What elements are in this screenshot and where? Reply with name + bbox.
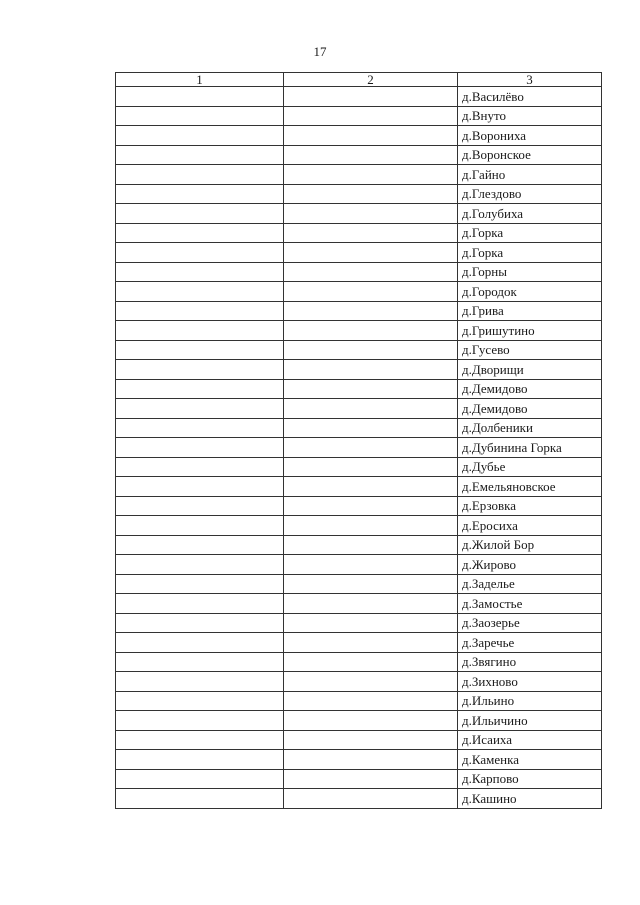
table-cell-col-2 [284, 438, 458, 458]
table-cell-col-1 [116, 418, 284, 438]
table-row [116, 730, 602, 750]
table-cell-col-1 [116, 301, 284, 321]
table-row [116, 145, 602, 165]
table-cell-col-3: д.Емельяновское [458, 477, 602, 497]
table-row [116, 652, 602, 672]
table-row [116, 184, 602, 204]
table-cell-col-1 [116, 730, 284, 750]
table-cell-col-3: д.Ворониха [458, 126, 602, 146]
table-cell-col-2 [284, 282, 458, 302]
table-cell-col-3: д.Заречье [458, 633, 602, 653]
table-cell-col-2 [284, 87, 458, 107]
table-cell-col-1 [116, 87, 284, 107]
table-cell-col-3: д.Дубинина Горка [458, 438, 602, 458]
table-cell-col-1 [116, 594, 284, 614]
table-cell-col-2 [284, 106, 458, 126]
table-header-row [116, 73, 602, 87]
table-cell-col-3: д.Кашино [458, 789, 602, 809]
column-header-3: 3 [458, 73, 602, 87]
table-cell-col-1 [116, 184, 284, 204]
table-cell-col-3: д.Горны [458, 262, 602, 282]
table-cell-col-1 [116, 438, 284, 458]
table-cell-col-3: д.Замостье [458, 594, 602, 614]
table-row [116, 594, 602, 614]
table-cell-col-1 [116, 555, 284, 575]
table-cell-col-3: д.Ерзовка [458, 496, 602, 516]
table-cell-col-3: д.Демидово [458, 379, 602, 399]
table-cell-col-3: д.Гусево [458, 340, 602, 360]
table-cell-col-2 [284, 360, 458, 380]
table-cell-col-3: д.Горка [458, 243, 602, 263]
table-cell-col-1 [116, 262, 284, 282]
table-row [116, 438, 602, 458]
table-row [116, 204, 602, 224]
table-cell-col-3: д.Городок [458, 282, 602, 302]
table-row [116, 496, 602, 516]
table-cell-col-3: д.Жирово [458, 555, 602, 575]
table-row [116, 340, 602, 360]
table-cell-col-1 [116, 691, 284, 711]
table-cell-col-3: д.Гришутино [458, 321, 602, 341]
table-cell-col-1 [116, 282, 284, 302]
table-cell-col-2 [284, 730, 458, 750]
table-cell-col-2 [284, 574, 458, 594]
table-cell-col-1 [116, 789, 284, 809]
table-cell-col-1 [116, 243, 284, 263]
table-cell-col-3: д.Звягино [458, 652, 602, 672]
column-header-1: 1 [116, 73, 284, 87]
table-cell-col-2 [284, 321, 458, 341]
table-cell-col-2 [284, 223, 458, 243]
table-row [116, 516, 602, 536]
table-row [116, 126, 602, 146]
table-cell-col-3: д.Заозерье [458, 613, 602, 633]
table-cell-col-3: д.Гайно [458, 165, 602, 185]
table-cell-col-2 [284, 145, 458, 165]
table-cell-col-3: д.Исаиха [458, 730, 602, 750]
table-cell-col-2 [284, 691, 458, 711]
table-row [116, 379, 602, 399]
table-cell-col-1 [116, 535, 284, 555]
table-cell-col-3: д.Каменка [458, 750, 602, 770]
table-cell-col-2 [284, 613, 458, 633]
table-row [116, 106, 602, 126]
table-cell-col-2 [284, 340, 458, 360]
table-cell-col-2 [284, 379, 458, 399]
table-row [116, 262, 602, 282]
table-cell-col-2 [284, 496, 458, 516]
table-cell-col-2 [284, 243, 458, 263]
table-row [116, 477, 602, 497]
table-cell-col-1 [116, 711, 284, 731]
table-cell-col-3: д.Еросиха [458, 516, 602, 536]
table-cell-col-3: д.Долбеники [458, 418, 602, 438]
page-number: 17 [313, 44, 327, 59]
table-cell-col-2 [284, 165, 458, 185]
table-row [116, 574, 602, 594]
table-row [116, 418, 602, 438]
table-row [116, 633, 602, 653]
table-cell-col-1 [116, 574, 284, 594]
table-cell-col-3: д.Внуто [458, 106, 602, 126]
table-cell-col-3: д.Дворищи [458, 360, 602, 380]
table-row [116, 301, 602, 321]
table-cell-col-1 [116, 457, 284, 477]
table-cell-col-1 [116, 204, 284, 224]
table-cell-col-3: д.Глездово [458, 184, 602, 204]
table-cell-col-2 [284, 711, 458, 731]
table-cell-col-1 [116, 360, 284, 380]
table-row [116, 750, 602, 770]
table-row [116, 691, 602, 711]
table-cell-col-3: д.Карпово [458, 769, 602, 789]
table-cell-col-3: д.Грива [458, 301, 602, 321]
table-cell-col-2 [284, 301, 458, 321]
table-cell-col-1 [116, 321, 284, 341]
table-cell-col-3: д.Голубиха [458, 204, 602, 224]
table-cell-col-2 [284, 594, 458, 614]
table-cell-col-2 [284, 535, 458, 555]
table-body [116, 87, 602, 809]
table-cell-col-2 [284, 750, 458, 770]
table-cell-col-1 [116, 340, 284, 360]
table-row [116, 165, 602, 185]
table-cell-col-3: д.Ильино [458, 691, 602, 711]
table-cell-col-3: д.Жилой Бор [458, 535, 602, 555]
table-row [116, 769, 602, 789]
table-cell-col-1 [116, 652, 284, 672]
table-cell-col-1 [116, 165, 284, 185]
table-cell-col-2 [284, 399, 458, 419]
table-cell-col-2 [284, 126, 458, 146]
table-cell-col-2 [284, 789, 458, 809]
table-cell-col-1 [116, 477, 284, 497]
table-row [116, 87, 602, 107]
table-row [116, 321, 602, 341]
table-row [116, 282, 602, 302]
table-cell-col-1 [116, 126, 284, 146]
table-cell-col-1 [116, 399, 284, 419]
table-cell-col-3: д.Горка [458, 223, 602, 243]
table-cell-col-3: д.Заделье [458, 574, 602, 594]
table-row [116, 457, 602, 477]
table-cell-col-3: д.Дубье [458, 457, 602, 477]
table-row [116, 555, 602, 575]
table-cell-col-3: д.Зихново [458, 672, 602, 692]
table-cell-col-2 [284, 184, 458, 204]
table-cell-col-2 [284, 516, 458, 536]
table-cell-col-1 [116, 672, 284, 692]
table-cell-col-2 [284, 262, 458, 282]
table-cell-col-1 [116, 379, 284, 399]
column-header-2: 2 [284, 73, 458, 87]
table-cell-col-3: д.Воронское [458, 145, 602, 165]
table-cell-col-1 [116, 106, 284, 126]
table-row [116, 613, 602, 633]
table-cell-col-1 [116, 769, 284, 789]
table-row [116, 360, 602, 380]
table-cell-col-3: д.Василёво [458, 87, 602, 107]
table-cell-col-2 [284, 769, 458, 789]
table-row [116, 789, 602, 809]
table-cell-col-2 [284, 672, 458, 692]
table-cell-col-2 [284, 457, 458, 477]
table-cell-col-2 [284, 652, 458, 672]
table-cell-col-2 [284, 204, 458, 224]
table-cell-col-1 [116, 613, 284, 633]
table-cell-col-1 [116, 496, 284, 516]
table-row [116, 672, 602, 692]
table-cell-col-2 [284, 418, 458, 438]
table-row [116, 243, 602, 263]
table-row [116, 535, 602, 555]
table-cell-col-1 [116, 223, 284, 243]
table-row [116, 711, 602, 731]
table-row [116, 399, 602, 419]
settlements-table [115, 72, 602, 809]
table-cell-col-2 [284, 555, 458, 575]
table-cell-col-2 [284, 633, 458, 653]
table-cell-col-1 [116, 516, 284, 536]
table-cell-col-3: д.Ильичино [458, 711, 602, 731]
table-cell-col-3: д.Демидово [458, 399, 602, 419]
table-cell-col-1 [116, 145, 284, 165]
table-cell-col-2 [284, 477, 458, 497]
table-row [116, 223, 602, 243]
table-cell-col-1 [116, 633, 284, 653]
table-cell-col-1 [116, 750, 284, 770]
